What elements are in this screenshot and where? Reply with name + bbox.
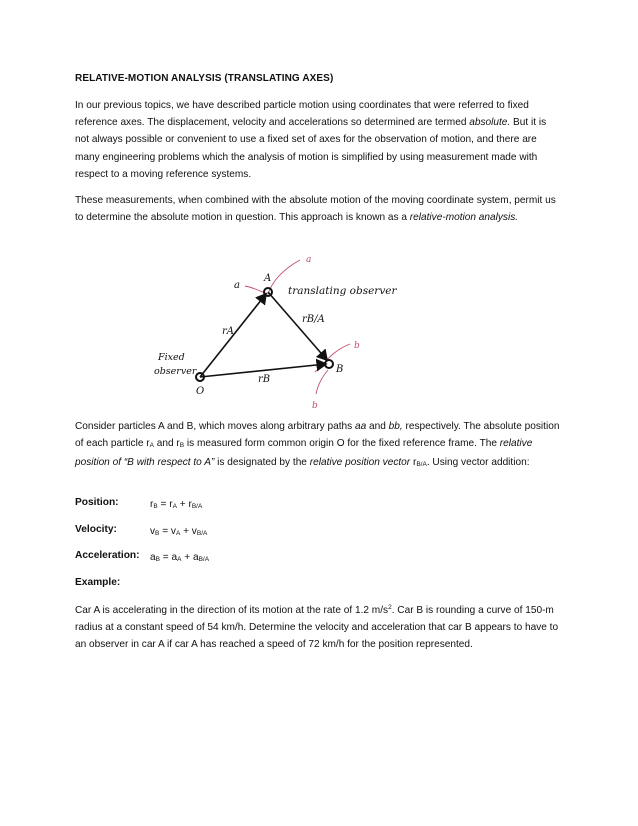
label-rA: rA [222, 326, 235, 337]
sub-A: A [149, 442, 154, 450]
consider-text-1: Consider particles A and B, which moves along arbitrary paths [75, 421, 355, 432]
label-a-top: a [306, 255, 312, 265]
intro-text-2: But it is not always possible or convenient to use a fixed set of axes for the observation of motion, and there are many engineering problems which the analysis of motion is simplified by using measurement made with respect to a moving reference systems. [75, 117, 547, 180]
label-b-right: b [354, 341, 360, 351]
consider-text-3: respectively. The absolute position of each particle r [75, 421, 560, 450]
measurements-paragraph [75, 192, 561, 226]
consider-text-6: is designated by the [214, 457, 310, 469]
relative-motion-diagram [150, 252, 400, 410]
consider-text-5: is measured form common origin O for the fixed reference frame. The [184, 438, 500, 450]
diagram-svg [150, 252, 400, 410]
consider-text-8: . Using vector addition: [426, 457, 530, 469]
label-rB: rB [258, 374, 271, 385]
point-B [325, 360, 333, 368]
intro-paragraph [75, 97, 561, 183]
intro-text-1: In our previous topics, we have described particle motion using coordinates that were referred to fixed reference axes. The displacement, velocity and accelerations so determined are termed [75, 100, 529, 129]
velocity-label: Velocity: [75, 524, 117, 535]
path-bb-term: bb, [388, 421, 403, 432]
vector-rBA [268, 292, 327, 360]
sub-B: B [179, 442, 185, 450]
consider-text-4: and r [153, 438, 180, 450]
consider-text-2: and [366, 421, 389, 432]
example-text-2: . Car B is rounding a curve of 150-m radius at a constant speed of 54 km/h. Determine the velocity and acceleration that car B appears to have to an observer in car A if car A has reached a speed of 72 km/h for the position represented. [75, 605, 559, 651]
relative-motion-term: relative-motion analysis. [409, 212, 519, 224]
translating-observer-label: translating observer [288, 285, 397, 297]
fixed-observer-line2: observer [154, 366, 197, 377]
absolute-term: absolute. [469, 117, 511, 129]
example-text-1: Car A is accelerating in the direction of its motion at the rate of 1.2 m/s [75, 605, 389, 616]
relative-position-vector-term: relative position vector [309, 457, 411, 469]
relative-position-term: relative position of “B with respect to A” [75, 438, 533, 469]
section-heading: RELATIVE-MOTION ANALYSIS (TRANSLATING AXES) [75, 73, 334, 84]
label-B: B [336, 364, 344, 375]
example-label: Example: [75, 577, 121, 588]
fixed-observer-line1: Fixed [158, 352, 185, 363]
position-label: Position: [75, 497, 119, 508]
label-rBA: rB/A [302, 314, 325, 325]
consider-text-7: r [410, 457, 417, 469]
velocity-equation: $v_B = v_A + v_{B/A}$ [150, 526, 208, 537]
label-b-bottom: b [312, 401, 318, 410]
label-A: A [264, 273, 272, 284]
consider-paragraph [75, 418, 561, 474]
label-a-left: a [234, 280, 240, 291]
acceleration-label: Acceleration: [75, 550, 140, 561]
position-equation: $r_B = r_A + r_{B/A}$ [150, 499, 203, 510]
example-paragraph [75, 599, 561, 654]
path-bb-lower [316, 370, 328, 394]
measurements-text: These measurements, when combined with the absolute motion of the moving coordinate system, permit us to determine the absolute motion in question. This approach is known as a [75, 195, 556, 224]
path-aa-term: aa [354, 421, 367, 432]
acceleration-equation: $a_B = a_A + a_{B/A}$ [150, 552, 210, 563]
sub-BA: B/A [416, 461, 427, 469]
label-O: O [196, 386, 205, 397]
squared-sup: 2 [388, 604, 392, 611]
path-bb [315, 344, 350, 372]
